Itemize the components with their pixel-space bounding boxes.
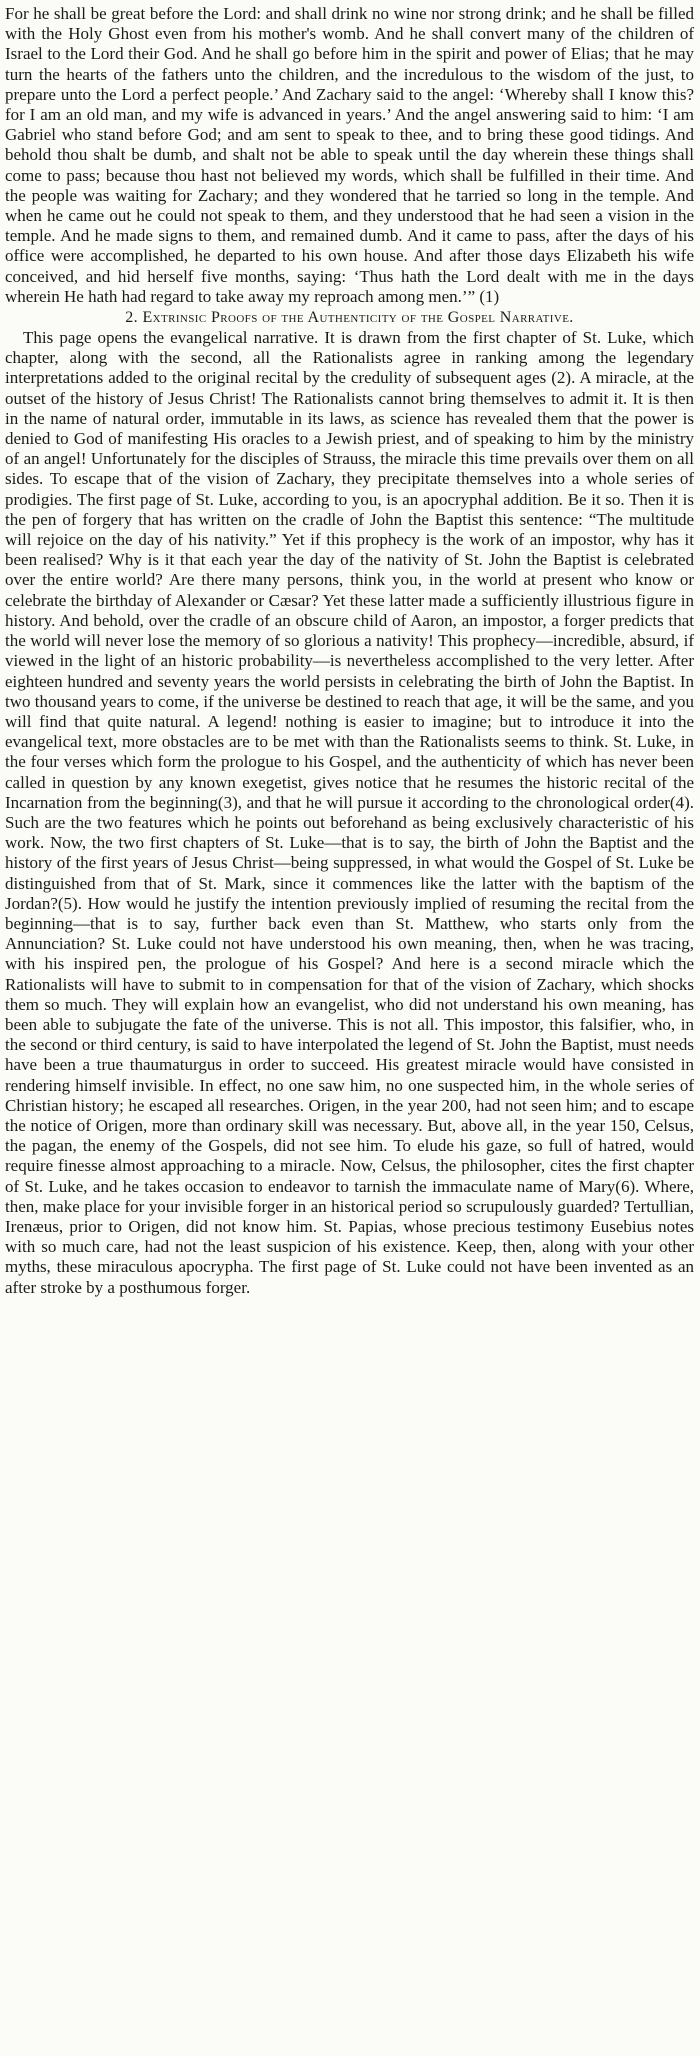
scripture-quote-paragraph: For he shall be great before the Lord: and shall drink no wine nor strong drink; and he shall be filled with the Holy Ghost even from his mother's womb. And he shall convert many of the children of Israel to the Lord their God. And he shall go before him in the spirit and power of Elias; that he may turn the hearts of the fathers unto the children, and the incredulous to the wisdom of the just, to prepare unto the Lord a perfect people.’ And Zachary said to the angel: ‘Whereby shall I know this? for I am an old man, and my wife is advanced in years.’ And the angel answering said to him: ‘I am Gabriel who stand before God; and am sent to speak to thee, and to bring these good tidings. And behold thou shalt be dumb, and shalt not be able to speak until the day wherein these things shall come to pass; because thou hast not believed my words, which shall be fulfilled in their time. And the people was waiting for Zachary; and they wondered that he tarried so long in the temple. And when he came out he could not speak to them, and they understood that he had seen a vision in the temple. And he made signs to them, and remained dumb. And it came to pass, after the days of his office were accomplished, he departed to his own house. And after those days Elizabeth his wife conceived, and hid herself five months, saying: ‘Thus hath the Lord dealt with me in the days wherein He hath had regard to take away my reproach among men.’” (1) [5, 4, 694, 306]
body-paragraph-text: This page opens the evangelical narrative. It is drawn from the first chapter of St. Luke, which chapter, along with the second, all the Rationalists agree in ranking among the legendary interpretations added to the original recital by the credulity of subsequent ages (2). A miracle, at the outset of the history of Jesus Christ! The Rationalists cannot bring themselves to admit it. It is then in the name of natural order, immutable in its laws, as science has revealed them that the power is denied to God of manifesting His oracles to a Jewish priest, and of speaking to him by the ministry of an angel! Unfortunately for the disciples of Strauss, the miracle this time prevails over them on all sides. To escape that of the vision of Zachary, they precipitate themselves into a whole series of prodigies. The first page of St. Luke, according to you, is an apocryphal addition. Be it so. Then it is the pen of forgery that has written on the cradle of John the Baptist this sentence: “The multitude will rejoice on the day of his nativity.” Yet if this prophecy is the work of an impostor, why has it been realised? Why is it that each year the day of the nativity of St. John the Baptist is celebrated over the entire world? Are there many persons, think you, in the world at present who know or celebrate the birthday of Alexander or Cæsar? Yet these latter made a sufficiently illustrious figure in history. And behold, over the cradle of an obscure child of Aaron, an impostor, a forger predicts that the world will never lose the memory of so glorious a nativity! This prophecy—incredible, absurd, if viewed in the light of an historic probability—is nevertheless accomplished to the very letter. After eighteen hundred and seventy years the world persists in celebrating the birth of John the Baptist. In two thousand years to come, if the universe be destined to reach that age, it will be the same, and you will find that quite natural. A legend! nothing is easier to imagine; but to introduce it into the evangelical text, more obstacles are to be met with than the Rationalists seems to think. St. Luke, in the four verses which form the prologue to his Gospel, and the authenticity of which has never been called in question by any known exegetist, gives notice that he resumes the historic recital of the Incarnation from the beginning(3), and that he will pursue it according to the chronological order(4). Such are the two features which he points out beforehand as being exclusively characteristic of his work. Now, the two first chapters of St. Luke—that is to say, the birth of John the Baptist and the history of the first years of Jesus Christ—being suppressed, in what would the Gospel of St. Luke be distinguished from that of St. Mark, since it commences like the latter with the baptism of the Jordan?(5). How would he justify the intention previously implied of resuming the recital from the beginning—that is to say, further back even than St. Matthew, who starts only from the Annunciation? St. Luke could not have understood his own meaning, then, when he was tracing, with his inspired pen, the prologue of his Gospel? And here is a second miracle which the Rationalists will have to submit to in compensation for that of the vision of Zachary, which shocks them so much. They will explain how an evangelist, who did not understand his own meaning, has been able to subjugate the fate of the universe. This is not all. This impostor, this falsifier, who, in the second or third century, is said to have interpolated the legend of St. John the Baptist, must needs have been a true thaumaturgus in order to succeed. His greatest miracle would have consisted in rendering himself invisible. In effect, no one saw him, no one suspected him, in the whole series of Christian history; he escaped all researches. Origen, in the year 200, had not seen him; and to escape the notice of Origen, more than ordinary skill was necessary. But, above all, in the year 150, Celsus, the pagan, the enemy of the Gospels, did not see him. To elude his gaze, so full of hatred, would require finesse almost approaching to a miracle. Now, Celsus, the philosopher, cites the first chapter of St. Luke, and he takes occasion to endeavor to tarnish the immaculate name of Mary(6). Where, then, make place for your invisible forger in an historical period so scrupulously guarded? Tertullian, Irenæus, prior to Origen, did not know him. St. Papias, whose precious testimony Eusebius notes with so much care, had not the least suspicion of his existence. Keep, then, along with your other myths, these miraculous apocrypha. The first page of St. Luke could not have been invented as an after stroke by a posthumous forger. [5, 328, 694, 1297]
body-paragraph [5, 328, 694, 1298]
section-heading: 2. Extrinsic Proofs of the Authenticity of the Gospel Narrative. [125, 309, 574, 327]
